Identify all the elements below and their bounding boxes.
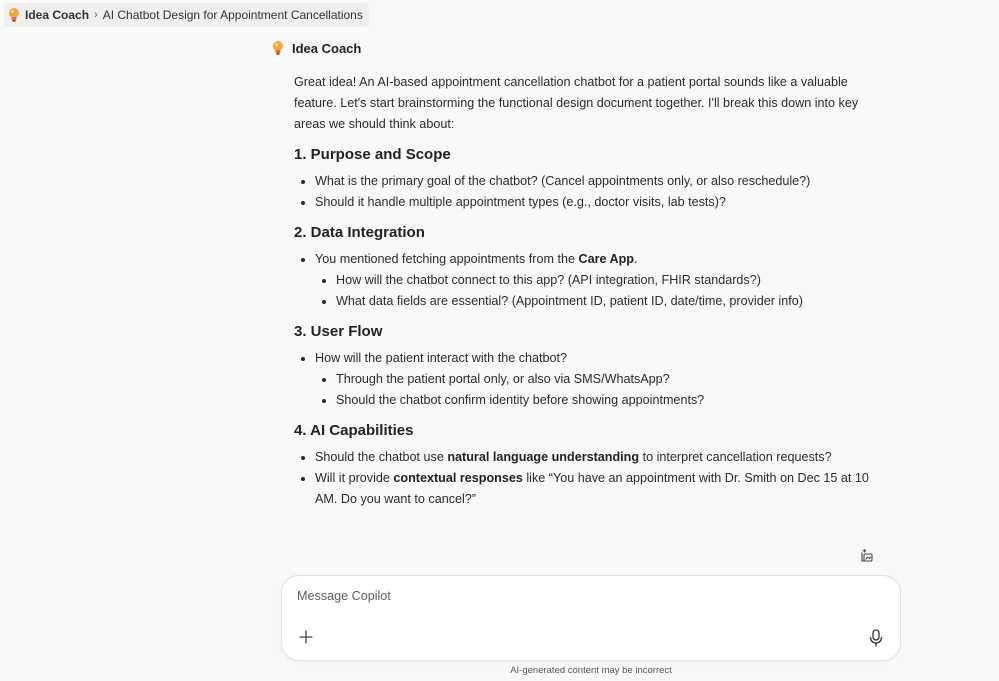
sub-list-item: • Should the chatbot confirm identity before showing appointments?	[336, 390, 884, 411]
list-item-text: to interpret cancellation requests?	[639, 450, 832, 464]
plus-icon[interactable]	[298, 629, 314, 645]
list-item: • What is the primary goal of the chatbot? (Cancel appointments only, or also reschedule?)	[315, 171, 884, 192]
list-item-text: You mentioned fetching appointments from the	[315, 252, 579, 266]
breadcrumb-agent-link[interactable]: Idea Coach	[25, 8, 90, 22]
ai-disclaimer: AI-generated content may be incorrect	[510, 665, 672, 676]
bullet-list	[294, 171, 884, 213]
section-heading: 1. Purpose and Scope	[294, 146, 451, 163]
breadcrumb	[4, 3, 369, 27]
chevron-right-icon: ›	[94, 9, 98, 21]
lightbulb-icon	[272, 40, 284, 56]
sub-bullet-list	[315, 369, 884, 411]
message-author: Idea Coach	[292, 40, 362, 56]
sub-list-item: • How will the chatbot connect to this app? (API integration, FHIR standards?)	[336, 270, 884, 291]
list-item-text: Should the chatbot use	[315, 450, 448, 464]
message-intro: Great idea! An AI-based appointment cancellation chatbot for a patient portal sounds like a valuable feature. Let's start brainstorming the functional design document together. I'll break this down into key areas we should think about:	[294, 75, 859, 131]
list-item	[315, 468, 884, 510]
bullet-list	[294, 249, 884, 312]
assistant-message	[294, 72, 884, 512]
microphone-icon[interactable]	[869, 629, 883, 647]
bold-term: contextual responses	[393, 471, 523, 485]
message-input[interactable]: Message Copilot	[297, 589, 391, 603]
bullet-list	[294, 447, 884, 510]
message-composer[interactable]	[281, 575, 901, 661]
list-item: • Should it handle multiple appointment types (e.g., doctor visits, lab tests)?	[315, 192, 884, 213]
breadcrumb-conversation-title[interactable]: AI Chatbot Design for Appointment Cancellations	[102, 8, 363, 22]
list-item	[315, 348, 884, 411]
list-item-text: Will it provide	[315, 471, 394, 485]
section-heading: 4. AI Capabilities	[294, 422, 414, 439]
lightbulb-icon	[8, 7, 20, 23]
sub-bullet-list	[315, 270, 884, 312]
sub-list-item: • What data fields are essential? (Appointment ID, patient ID, date/time, provider info)	[336, 291, 884, 312]
section-heading: 2. Data Integration	[294, 224, 425, 241]
message-header	[272, 40, 361, 56]
list-item-text: .	[634, 252, 638, 266]
list-item	[315, 447, 884, 468]
sparkle-image-icon[interactable]	[859, 548, 875, 564]
list-item-text: like “You have an appointment with Dr. Smith on Dec 15 at 10 AM. Do you want to cancel?”	[315, 471, 869, 506]
bold-term: natural language understanding	[447, 450, 640, 464]
bold-term: Care App	[578, 252, 634, 266]
sub-list-item: • Through the patient portal only, or also via SMS/WhatsApp?	[336, 369, 884, 390]
bullet-list	[294, 348, 884, 411]
section-heading: 3. User Flow	[294, 323, 383, 340]
list-item	[315, 249, 884, 312]
list-item-text: How will the patient interact with the chatbot?	[315, 351, 568, 365]
